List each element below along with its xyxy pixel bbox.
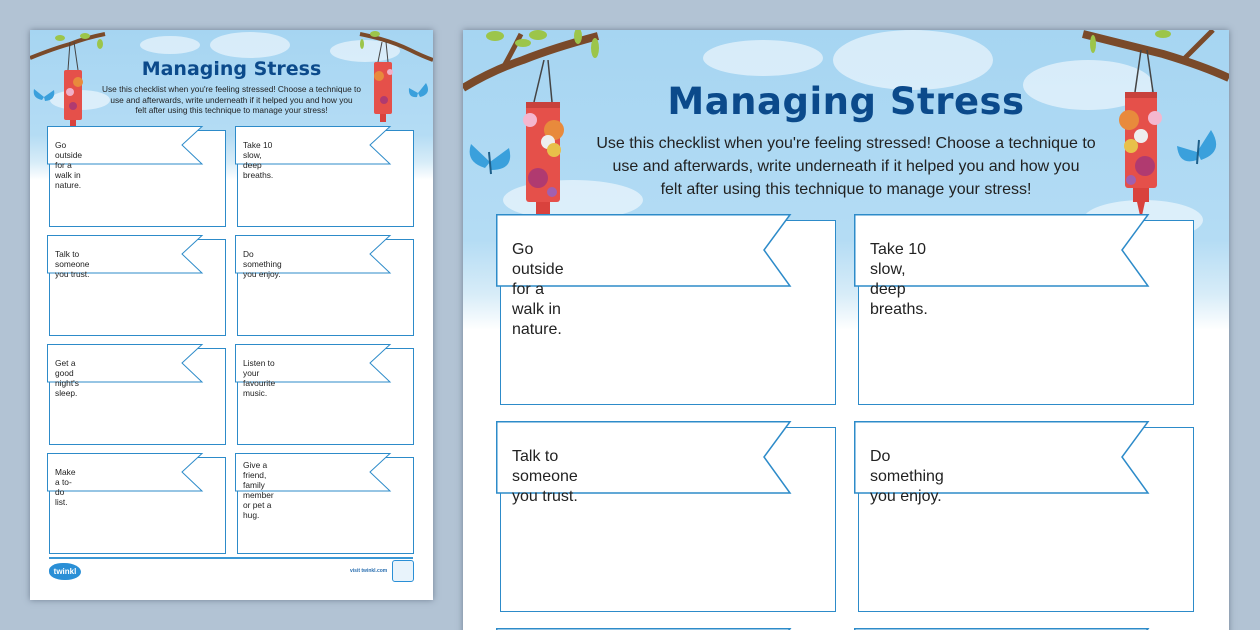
technique-label: Take 10 slow, deep breaths. [243, 140, 274, 180]
quality-badge-icon [392, 560, 414, 582]
worksheet-preview-large[interactable] [463, 30, 1229, 630]
butterfly-left-icon [32, 86, 56, 108]
page-title: Managing Stress [667, 80, 1025, 123]
technique-label: Talk to someone you trust. [55, 249, 90, 279]
technique-label: Go outside for a walk in nature. [512, 241, 564, 338]
technique-label: Do something you enjoy. [243, 249, 282, 279]
technique-label: Talk to someone you trust. [512, 448, 578, 505]
lantern-right-icon [370, 42, 400, 132]
visit-link[interactable]: visit twinkl.com [350, 568, 388, 574]
intro-text: Use this checklist when you're feeling stressed! Choose a technique to use and afterwards, write underneath if it helped you and how you felt after using this technique to manage your stress! [102, 84, 361, 115]
technique-label: Go outside for a walk in nature. [55, 140, 83, 190]
technique-label: Get a good night's sleep. [55, 358, 79, 398]
technique-label: Make a to-do list. [55, 467, 76, 507]
worksheet-preview-thumbnail[interactable] [30, 30, 433, 600]
footer-divider [49, 557, 413, 559]
lantern-left-icon [60, 42, 90, 132]
butterfly-left-icon [467, 138, 513, 182]
twinkl-logo[interactable]: twinkl [49, 563, 81, 580]
technique-label: Do something you enjoy. [870, 448, 944, 505]
technique-label: Give a friend, family member or pet a hug. [243, 460, 274, 520]
lantern-right-icon [1113, 50, 1173, 220]
butterfly-right-icon [406, 82, 430, 104]
intro-text: Use this checklist when you're feeling stressed! Choose a technique to use and afterwards, write underneath if it helped you and how you felt after using this technique to manage your stress! [596, 135, 1096, 198]
technique-label: Listen to your favourite music. [243, 358, 276, 398]
page-title: Managing Stress [141, 58, 322, 80]
technique-label: Take 10 slow, deep breaths. [870, 241, 928, 318]
butterfly-right-icon [1175, 128, 1221, 172]
